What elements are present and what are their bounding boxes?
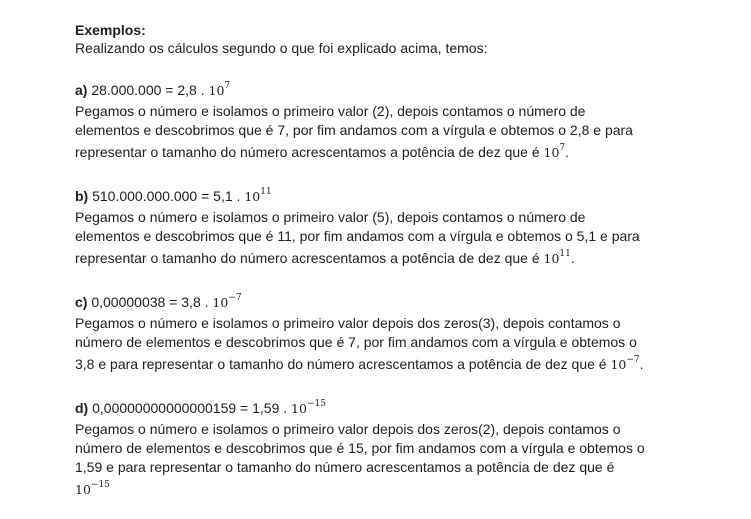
explanation-line: Pegamos o número e isolamos o primeiro valor (5), depois contamos o número de [75,209,586,225]
power-of-ten: $10^7$ [208,80,231,98]
explanation-line: Pegamos o número e isolamos o primeiro valor depois dos zeros(3), depois contamos o [75,315,621,331]
example-c [75,290,715,376]
intro-text: Realizando os cálculos segundo o que foi explicado acima, temos: [75,40,488,56]
explanation-line: elementos e descobrimos que é 11, por fim andamos com a vírgula e obtemos o 5,1 e para [75,228,640,244]
example-equation [75,184,715,208]
power-of-ten: $10^{-7}$ [212,292,242,310]
power-of-ten: $10^{11}$ [244,186,272,204]
example-label: d) [75,400,89,416]
power-of-ten: $10^{-7}$ [610,354,640,372]
explanation-line: elementos e descobrimos que é 7, por fim andamos com a vírgula e obtemos o 2,8 e para [75,122,633,138]
power-of-ten: $10^{11}$ [543,248,571,266]
explanation-line [75,477,715,501]
power-of-ten: $10^{-15}$ [75,479,110,497]
example-label: c) [75,294,88,310]
section-heading: Exemplos: [75,22,146,38]
explanation-line: Pegamos o número e isolamos o primeiro valor depois dos zeros(2), depois contamos o [75,421,621,437]
explanation-line: Pegamos o número e isolamos o primeiro valor (2), depois contamos o número de [75,103,586,119]
explanation-line: 3,8 e para representar o tamanho do número acrescentamos a potência de dez que é $10^{-7}$. [75,354,644,372]
explanation-line: 1,59 e para representar o tamanho do número acrescentamos a potência de dez que é [75,459,615,475]
example-b [75,184,715,270]
equation-lhs: 0,00000038 = 3,8 . [91,294,209,310]
example-equation [75,396,715,420]
example-label: a) [75,82,88,98]
example-label: b) [75,188,89,204]
example-equation [75,78,715,102]
equation-lhs: 510.000.000.000 = 5,1 . [92,188,241,204]
explanation-line: representar o tamanho do número acrescentamos a potência de dez que é $10^{11}$. [75,248,575,266]
example-d [75,396,715,501]
document-body [75,21,715,501]
example-a [75,78,715,164]
example-equation [75,290,715,314]
power-of-ten: $10^7$ [543,142,566,160]
equation-lhs: 0,00000000000000159 = 1,59 . [92,400,288,416]
power-of-ten: $10^{-15}$ [291,398,326,416]
explanation-line: número de elementos e descobrimos que é 15, por fim andamos com a vírgula e obtemos o [75,440,645,456]
explanation-line: número de elementos e descobrimos que é 7, por fim andamos com a vírgula e obtemos o [75,334,637,350]
equation-lhs: 28.000.000 = 2,8 . [91,82,205,98]
explanation-line: representar o tamanho do número acrescentamos a potência de dez que é $10^7$. [75,142,570,160]
